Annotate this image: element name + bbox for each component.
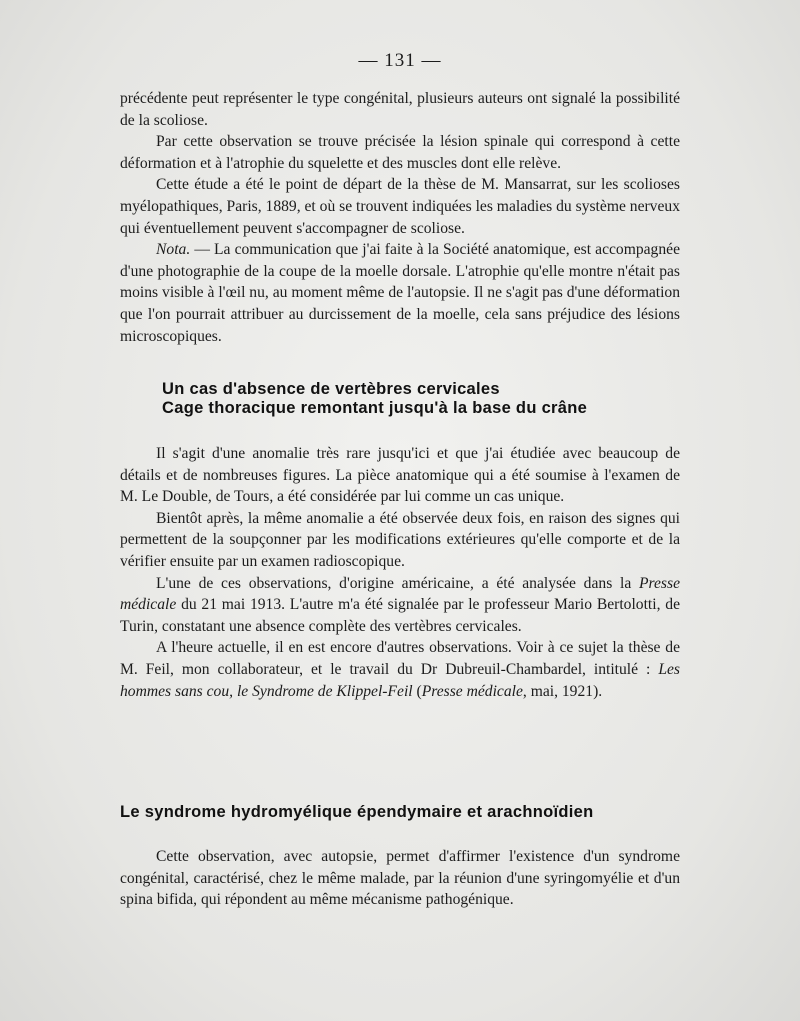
journal-title: Presse médicale [421, 682, 523, 700]
page-number: — 131 — [358, 50, 442, 71]
paragraph: Par cette observation se trouve précisée la lésion spinale qui correspond à cette déformation et à l'atrophie du squelette et des muscles dont elle relève. [120, 133, 680, 172]
text-block-syndrome [120, 846, 680, 911]
nota-paragraph [120, 239, 680, 347]
text-run: , mai, 1921). [522, 682, 603, 700]
text-block-intro [120, 88, 680, 347]
work-title: Les hommes sans cou, le Syndrome de Klippel-Feil [120, 660, 680, 700]
text-run: A l'heure actuelle, il en est encore d'autres observations. Voir à ce sujet la thèse de M. Feil, mon collaborateur, et le travail du Dr Dubreuil-Chambardel, intitulé : [120, 639, 680, 678]
journal-title: Presse médicale [120, 574, 680, 614]
section-heading-syndrome [120, 803, 593, 822]
text-run: ( [412, 682, 422, 700]
paragraph: Cette étude a été le point de départ de la thèse de M. Mansarrat, sur les scolioses myélopathiques, Paris, 1889, et où se trouvent indiquées les maladies du système nerveux qui éventuellement peuvent s'accompagner de scoliose. [120, 176, 680, 237]
heading-line: Un cas d'absence de vertèbres cervicales [162, 380, 500, 398]
paragraph: précédente peut représenter le type congénital, plusieurs auteurs ont signalé la possibilité de la scoliose. [120, 90, 680, 129]
heading-line: Le syndrome hydromyélique épendymaire et arachnoïdien [120, 803, 594, 821]
nota-text: — La communication que j'ai faite à la Société anatomique, est accompagnée d'une photographie de la coupe de la moelle dorsale. L'atrophie qu'elle montre n'était pas moins visible à l'œil nu, au moment même de l'autopsie. Il ne s'agit pas d'une déformation que l'on pourrait attribuer au durcissement de la moelle, cela sans préjudice des lésions microscopiques. [120, 241, 680, 345]
text-run: L'une de ces observations, d'origine américaine, a été analysée dans la [156, 574, 639, 592]
section-heading-cervical [162, 380, 587, 418]
paragraph: Cette observation, avec autopsie, permet d'affirmer l'existence d'un syndrome congénital, caractérisé, chez le même malade, par la réunion d'une syringomyélie et d'un spina bifida, qui répondent au même mécanisme pathogénique. [120, 848, 680, 909]
text-run: du 21 mai 1913. L'autre m'a été signalée par le professeur Mario Bertolotti, de Turin, constatant une absence complète des vertèbres cervicales. [120, 596, 680, 635]
paragraph: Il s'agit d'une anomalie très rare jusqu'ici et que j'ai étudiée avec beaucoup de détails et de nombreuses figures. La pièce anatomique qui a été soumise à l'examen de M. Le Double, de Tours, a été considérée par lui comme un cas unique. [120, 445, 680, 506]
nota-label: Nota. [156, 241, 191, 259]
paragraph [120, 573, 680, 638]
paragraph: Bientôt après, la même anomalie a été observée deux fois, en raison des signes qui permettent de la soupçonner par les modifications extérieures qu'elle comporte et de la vérifier ensuite par un examen radioscopique. [120, 509, 680, 570]
text-block-cervical [120, 443, 680, 702]
heading-line: Cage thoracique remontant jusqu'à la base du crâne [162, 399, 588, 417]
paragraph [120, 637, 680, 702]
